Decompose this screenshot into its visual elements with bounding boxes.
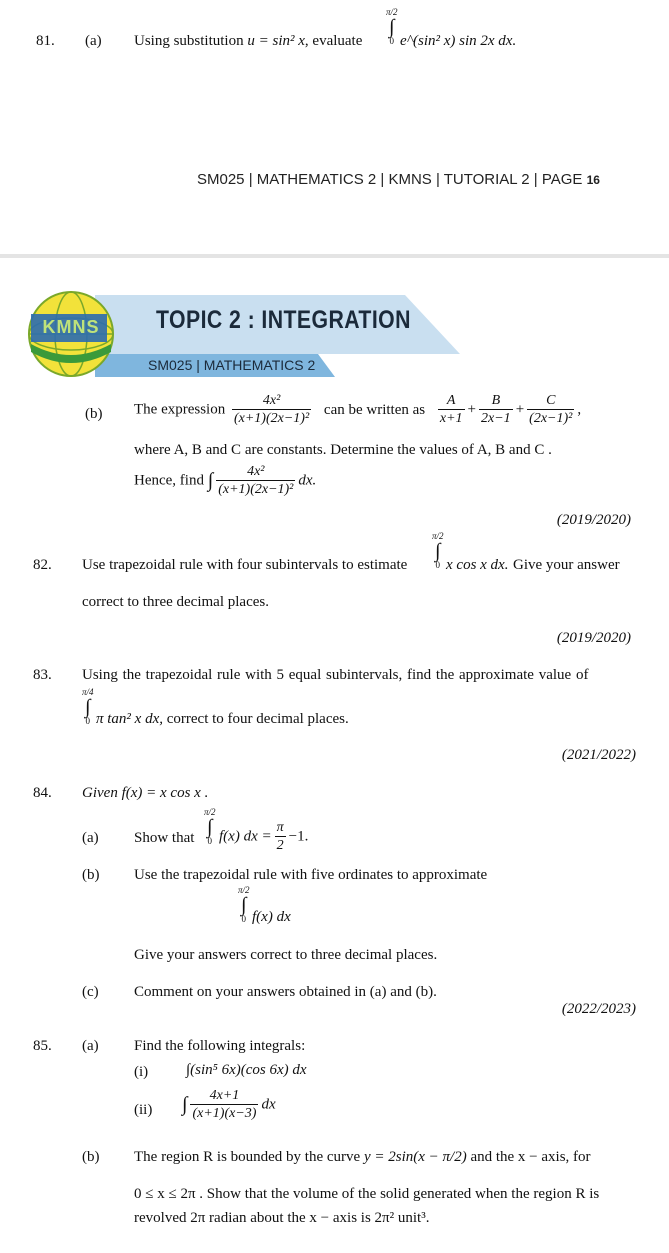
q81a-statement [134,33,362,50]
q82-upper-limit: π/2 [432,531,444,541]
q84b-integral-sign: π/2 ∫ 0 [238,885,250,924]
term-c-num: C [546,393,556,408]
q85a-i-expr: ∫(sin⁵ 6x)(cos 6x) dx [186,1062,307,1078]
q84a-integrand: f(x) dx = [219,828,272,845]
term-b-den: 2x−1 [481,411,511,426]
q85b-line2: 0 ≤ x ≤ 2π . Show that the volume of the solid generated when the region R is [134,1186,600,1202]
q82-text: Use trapezoidal rule with four subintervals to estimate [82,557,408,573]
q84a-lower-limit: 0 [207,836,212,846]
q81b-text-mid: can be written as [323,401,426,418]
q82-lower-limit: 0 [435,560,440,570]
q84b-label: (b) [82,867,100,883]
q83-line1: Using the trapezoidal rule with 5 equal subintervals, find the approximate value of [82,667,589,683]
q81b-expr-numerator: 4x² [262,393,281,408]
q84c-label: (c) [82,984,99,1000]
q82-year: (2019/2020) [556,630,631,646]
page-number: 16 [586,173,600,187]
q85a-ii-den: (x+1)(x−3) [192,1106,257,1121]
q81b-expression [232,393,311,427]
q84b-line2: Give your answers correct to three decimal places. [134,947,438,963]
q85b-line3: revolved 2π radian about the x − axis is 2π² unit³. [134,1210,430,1226]
q85a-text: Find the following integrals: [134,1038,306,1054]
topic-subtitle: SM025 | MATHEMATICS 2 [148,357,316,373]
term-a-num: A [446,393,456,408]
q81b-expr-denominator: (x+1)(2x−1)² [233,411,310,426]
q84a-equation [219,820,308,854]
q84b-lower-limit: 0 [241,914,246,924]
q81b-term-b [479,393,513,427]
q84-number: 84. [33,785,52,801]
q83-integrand: π tan² x dx, [96,711,163,727]
logo-text: KMNS [42,317,100,337]
q83-line2-post: correct to four decimal places. [166,711,349,727]
q85a-i-label: (i) [134,1064,149,1080]
q81a-text-after: , evaluate [304,33,363,49]
q84a-text: Show that [134,830,195,846]
q81b-term-a [438,393,465,427]
q84a-frac-num: π [276,820,284,835]
q84a-upper-limit: π/2 [204,807,216,817]
q85a-ii-dx: dx [261,1096,276,1113]
q81b-line2: where A, B and C are constants. Determine the values of A, B and C . [134,442,552,458]
q81b-hence: Hence, find ∫ $\frac{\text{4x²}}{\text{(x+1)(2x−1)²}}$ dx. [134,464,317,497]
q82-integrand: x cos x dx. [446,557,509,573]
q85b-text-post: and the x − axis, for [470,1149,591,1165]
q81a-integrand: e^(sin² x) sin 2x dx. [400,33,517,49]
hence-den: (x+1)(2x−1)² [218,482,294,497]
q85-number: 85. [33,1038,52,1054]
q81b-year: (2019/2020) [556,512,631,528]
term-c-den: (2x−1)² [529,411,573,426]
q84a-tail: −1. [288,828,309,845]
q84a-label: (a) [82,830,99,846]
page-header-text: SM025 | MATHEMATICS 2 | KMNS | TUTORIAL 2 | PAGE [197,171,583,188]
q81b-term-c [527,393,574,427]
q84-given: Given f(x) = x cos x . [82,785,209,801]
q81b-text-pre: The expression [134,401,226,418]
q81b-hence-text: Hence, find [134,472,204,489]
q84a-fraction [275,820,286,854]
q84a-integral-sign: π/2 ∫ 0 [204,807,216,846]
q85b-curve: y = 2sin(x − π/2) [363,1149,467,1165]
term-b-num: B [491,393,501,408]
q83-line2 [96,711,349,728]
q81a-lower-limit: 0 [389,36,394,46]
q83-lower-limit: 0 [85,716,90,726]
q85b-label: (b) [82,1149,100,1165]
q81b-line1: The expression $\frac{\text{4x²}}{\text{(x+1)(2x−1)²}}$ can be written as $\frac{A}{x+1}$ + $\frac{B}{2x-1}$ + $\frac{C}{\text{(2x−1)²}}$ , [134,393,582,426]
q81a-part-label: (a) [85,33,102,49]
q82-number: 82. [33,557,52,573]
q83-upper-limit: π/4 [82,687,94,697]
q84c-text: Comment on your answers obtained in (a) and (b). [134,984,437,1000]
q85a-ii-num: 4x+1 [209,1088,240,1103]
q84a-frac-den: 2 [276,838,284,853]
q82-line2: correct to three decimal places. [82,594,269,610]
q85b-text-pre: The region R is bounded by the curve [134,1149,361,1165]
q84b-integrand: f(x) dx [252,909,291,925]
q85a-ii-label: (ii) [134,1102,153,1118]
q83-number: 83. [33,667,52,683]
q81a-number: 81. [36,33,55,49]
hence-num: 4x² [247,464,265,479]
q85a-ii-expr: ∫ $\frac{4x+1}{(x+1)(x-3)}$ dx [182,1088,276,1121]
term-a-den: x+1 [439,411,463,426]
kmns-logo [27,290,115,378]
q81a-text: Using substitution [134,33,244,49]
q85a-label: (a) [82,1038,99,1054]
q81b-part-label: (b) [85,406,103,422]
topic-banner [0,290,669,390]
q83-year: (2021/2022) [561,747,636,763]
page-header [197,171,600,188]
q82-text-post: Give your answer [513,557,620,573]
page-break-divider [0,254,669,258]
q81a-integral-sign: π/2 ∫ 0 [386,7,398,46]
q82-integral-sign: π/2 ∫ 0 [432,531,444,570]
q84-year: (2022/2023) [561,1001,636,1017]
q85b-line1 [134,1149,591,1166]
q81b-hence-fraction [216,464,295,498]
q81a-upper-limit: π/2 [386,7,398,17]
topic-title: TOPIC 2 : INTEGRATION [156,306,411,334]
q84b-text: Use the trapezoidal rule with five ordinates to approximate [134,867,488,883]
q84b-upper-limit: π/2 [238,885,250,895]
q81a-substitution: u = sin² x [247,33,305,49]
q85a-ii-fraction [190,1088,258,1122]
q83-integral-sign: π/4 ∫ 0 [82,687,94,726]
